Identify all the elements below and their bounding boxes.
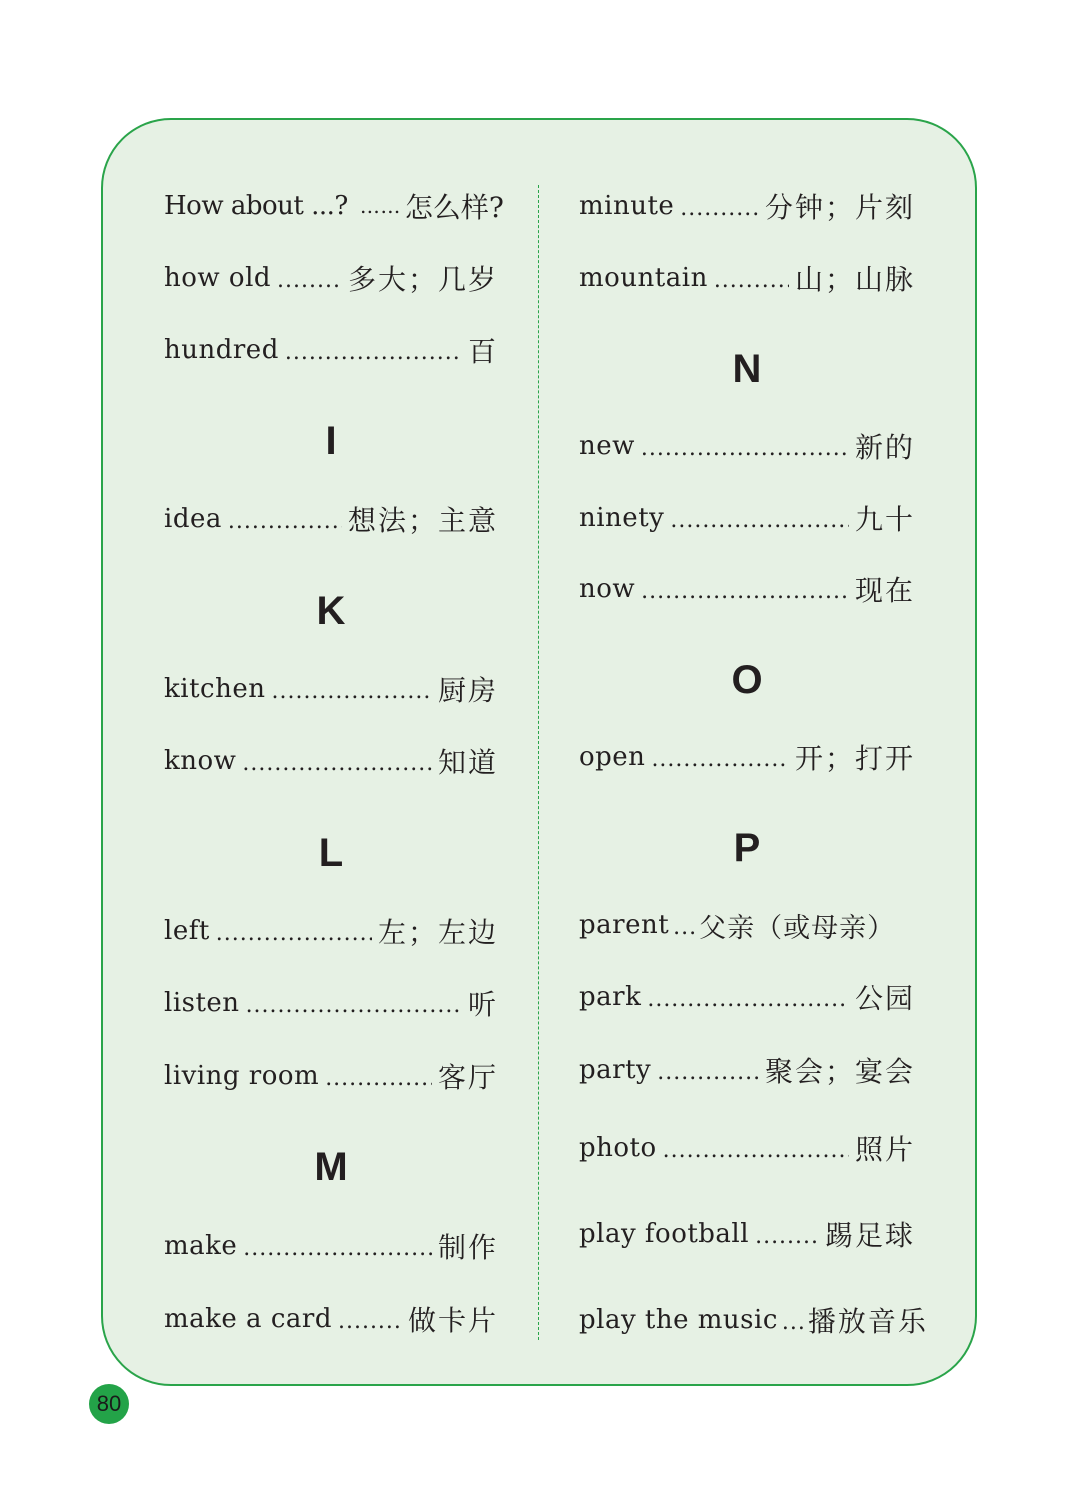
entry-leader (651, 743, 789, 772)
entry-leader (641, 575, 849, 604)
entry-word: new (579, 431, 635, 461)
entry-meaning: 公园 (854, 982, 915, 1015)
entry-word: How about ...? (164, 191, 348, 221)
page-number-badge: 80 (89, 1384, 129, 1424)
glossary-entry (164, 186, 504, 226)
glossary-entry (164, 499, 498, 539)
section-letter: K (316, 589, 346, 633)
entry-leader (641, 432, 849, 461)
entry-word: play football (579, 1219, 750, 1249)
entry-word: ninety (579, 503, 665, 533)
entry-leader (647, 983, 849, 1012)
section-letter: P (733, 826, 761, 870)
glossary-entry (579, 737, 915, 777)
entry-word: left (164, 916, 210, 946)
entry-word: idea (164, 504, 222, 534)
entry-leader: …… (359, 194, 401, 218)
entry-leader (271, 675, 432, 704)
entry-leader (673, 911, 695, 940)
glossary-entry (579, 977, 915, 1017)
entry-leader (325, 1062, 432, 1091)
entry-leader (657, 1056, 759, 1085)
entry-leader (663, 1134, 849, 1163)
entry-word: make a card (164, 1304, 332, 1334)
entry-leader (338, 1305, 402, 1334)
entry-meaning: 分钟；片刻 (764, 191, 915, 224)
entry-meaning: 厨房 (437, 674, 498, 707)
section-letter: I (325, 419, 337, 463)
glossary-entry (164, 983, 498, 1023)
entry-word: make (164, 1231, 238, 1261)
entry-meaning: 聚会；宴会 (764, 1055, 915, 1088)
left-column (164, 0, 504, 1505)
glossary-entry (579, 426, 915, 466)
glossary-entry (579, 1214, 915, 1254)
entry-meaning: 多大；几岁 (347, 263, 498, 296)
entry-leader (246, 989, 462, 1018)
entry-leader (277, 264, 342, 293)
glossary-entry (164, 330, 498, 370)
entry-meaning: 现在 (854, 574, 915, 607)
section-letter: M (314, 1145, 348, 1189)
entry-meaning: 听 (467, 988, 498, 1021)
entry-leader (755, 1220, 819, 1249)
entry-leader (285, 336, 462, 365)
entry-word: photo (579, 1133, 657, 1163)
glossary-entry (579, 1050, 915, 1090)
glossary-entry (164, 1226, 498, 1266)
entry-meaning: 知道 (437, 746, 498, 779)
entry-meaning: 做卡片 (407, 1304, 498, 1337)
glossary-entry (164, 741, 498, 781)
entry-word: party (579, 1055, 652, 1085)
entry-word: kitchen (164, 674, 266, 704)
entry-word: play the music (579, 1305, 778, 1335)
section-letter: L (318, 831, 344, 875)
entry-meaning: 照片 (854, 1133, 915, 1166)
entry-leader (714, 264, 789, 293)
entry-word: living room (164, 1061, 320, 1091)
glossary-entry (164, 911, 498, 951)
entry-meaning: 播放音乐 (807, 1305, 928, 1338)
entry-word: minute (579, 191, 675, 221)
glossary-entry (579, 1128, 915, 1168)
entry-meaning: 左；左边 (377, 916, 498, 949)
section-letter: O (731, 658, 763, 702)
entry-meaning: 踢足球 (824, 1219, 915, 1252)
entry-leader (680, 192, 759, 221)
glossary-entry (164, 1056, 498, 1096)
entry-meaning: 父亲（或母亲） (699, 912, 896, 944)
entry-meaning: 制作 (437, 1231, 498, 1264)
entry-word: mountain (579, 263, 708, 293)
entry-word: park (579, 982, 642, 1012)
glossary-entry (579, 1300, 928, 1340)
glossary-entry (579, 569, 915, 609)
entry-meaning: 山；山脉 (794, 263, 915, 296)
glossary-entry (164, 258, 498, 298)
entry-meaning: 九十 (854, 503, 915, 536)
entry-meaning: 客厅 (437, 1061, 498, 1094)
entry-word: hundred (164, 335, 279, 365)
entry-meaning: 想法；主意 (347, 504, 498, 537)
entry-leader (782, 1306, 804, 1335)
entry-word: know (164, 746, 237, 776)
entry-word: now (579, 574, 636, 604)
column-divider (538, 185, 539, 1340)
glossary-entry (164, 1299, 498, 1339)
entry-leader (228, 505, 342, 534)
entry-leader (216, 917, 372, 946)
entry-meaning: 新的 (854, 431, 915, 464)
right-column (579, 0, 928, 1505)
entry-meaning: 开；打开 (794, 742, 915, 775)
glossary-entry (579, 498, 915, 538)
glossary-entry (579, 186, 915, 226)
entry-leader (670, 504, 849, 533)
entry-word: listen (164, 988, 240, 1018)
glossary-entry (579, 905, 915, 945)
entry-meaning: 怎么样? (404, 191, 504, 224)
entry-meaning: 百 (467, 335, 498, 368)
entry-word: parent (579, 910, 670, 940)
section-letter: N (732, 347, 762, 391)
entry-leader (243, 1232, 432, 1261)
entry-word: how old (164, 263, 272, 293)
entry-leader (242, 747, 432, 776)
glossary-entry (579, 258, 915, 298)
glossary-entry (164, 669, 498, 709)
entry-word: open (579, 742, 646, 772)
